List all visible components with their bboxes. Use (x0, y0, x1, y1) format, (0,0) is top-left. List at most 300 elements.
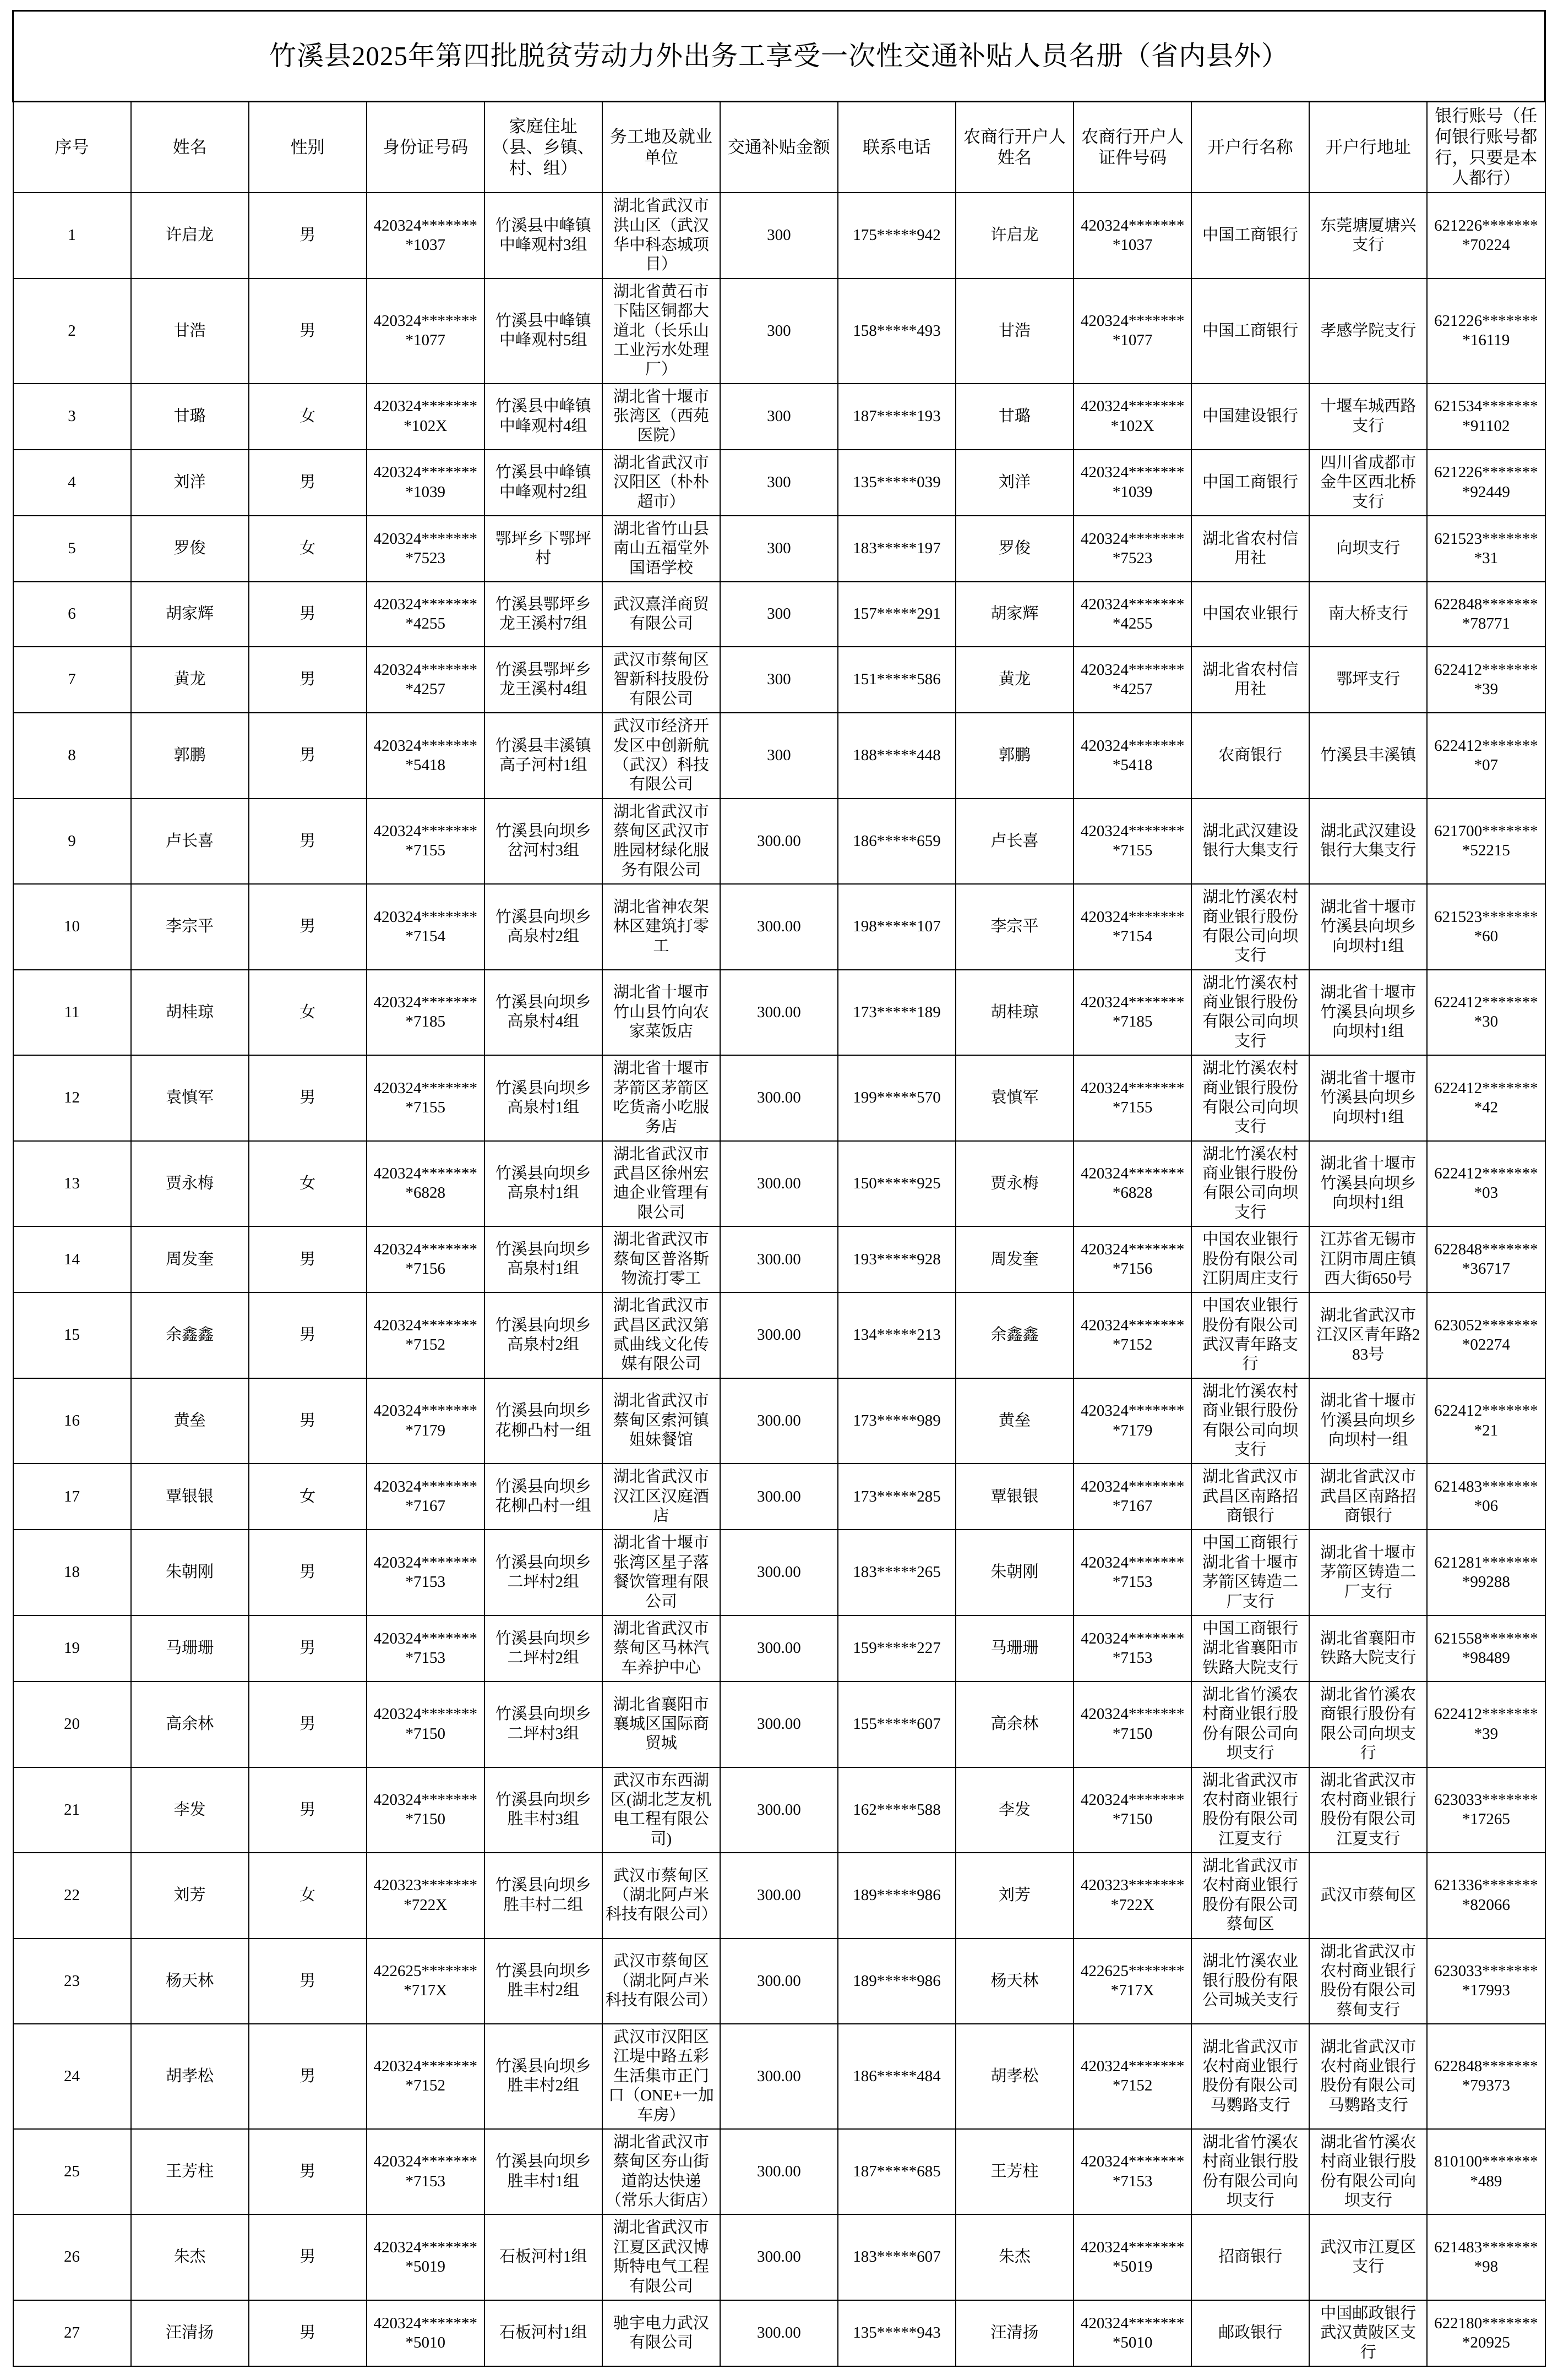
cell-account-holder: 马珊珊 (956, 1615, 1074, 1682)
cell-work-unit: 武汉市蔡甸区（湖北阿卢米科技有限公司） (602, 1939, 720, 2024)
cell-subsidy-amount: 300 (720, 713, 838, 799)
cell-bank-account: 621226********92449 (1427, 450, 1545, 516)
cell-home-address: 竹溪县向坝乡花柳凸村一组 (484, 1464, 602, 1530)
cell-bank-address: 湖北省十堰市竹溪县向坝乡向坝村1组 (1309, 970, 1427, 1056)
cell-gender: 男 (249, 450, 367, 516)
cell-holder-id: 420323********722X (1074, 1853, 1191, 1939)
cell-bank-account: 622848********78771 (1427, 582, 1545, 647)
cell-bank-name: 湖北竹溪农村商业银行股份有限公司向坝支行 (1191, 1378, 1309, 1464)
cell-id-number: 420324********5010 (367, 2300, 484, 2366)
cell-holder-id: 420324********7179 (1074, 1378, 1191, 1464)
cell-subsidy-amount: 300.00 (720, 1853, 838, 1939)
cell-bank-name: 中国工商银行湖北省襄阳市铁路大院支行 (1191, 1615, 1309, 1682)
cell-holder-id: 420324********7153 (1074, 1530, 1191, 1615)
cell-gender: 男 (249, 279, 367, 384)
cell-bank-account: 622412********30 (1427, 970, 1545, 1056)
cell-gender: 男 (249, 1767, 367, 1853)
cell-index: 4 (13, 450, 131, 516)
cell-subsidy-amount: 300.00 (720, 1141, 838, 1227)
cell-name: 罗俊 (131, 516, 249, 582)
cell-gender: 男 (249, 1055, 367, 1141)
cell-name: 黄垒 (131, 1378, 249, 1464)
cell-id-number: 420324********7153 (367, 1615, 484, 1682)
table-row (13, 1853, 1545, 1939)
cell-subsidy-amount: 300.00 (720, 1292, 838, 1378)
cell-gender: 男 (249, 1378, 367, 1464)
cell-phone: 157*****291 (838, 582, 956, 647)
cell-subsidy-amount: 300.00 (720, 2214, 838, 2300)
cell-bank-address: 湖北省武汉市农村商业银行股份有限公司蔡甸支行 (1309, 1939, 1427, 2024)
column-header-bank-account: 银行账号（任何银行账号都行，只要是本人都行） (1427, 102, 1545, 193)
cell-name: 朱朝刚 (131, 1530, 249, 1615)
column-header-index: 序号 (13, 102, 131, 193)
cell-index: 17 (13, 1464, 131, 1530)
cell-account-holder: 高余林 (956, 1682, 1074, 1767)
table-row (13, 2024, 1545, 2129)
cell-bank-account: 621523********60 (1427, 884, 1545, 970)
cell-id-number: 420324********7155 (367, 799, 484, 885)
cell-home-address: 竹溪县向坝乡二坪村2组 (484, 1615, 602, 1682)
cell-index: 1 (13, 193, 131, 279)
cell-account-holder: 汪清扬 (956, 2300, 1074, 2366)
cell-name: 朱杰 (131, 2214, 249, 2300)
cell-holder-id: 420324********7152 (1074, 1292, 1191, 1378)
table-row (13, 1939, 1545, 2024)
cell-bank-address: 鄂坪支行 (1309, 647, 1427, 713)
column-header-holder-id: 农商行开户人证件号码 (1074, 102, 1191, 193)
cell-id-number: 420324********7150 (367, 1767, 484, 1853)
cell-id-number: 420324********7523 (367, 516, 484, 582)
cell-gender: 男 (249, 2129, 367, 2215)
cell-bank-account: 622848********79373 (1427, 2024, 1545, 2129)
cell-bank-account: 622412********39 (1427, 1682, 1545, 1767)
cell-phone: 183*****197 (838, 516, 956, 582)
cell-home-address: 石板河村1组 (484, 2300, 602, 2366)
cell-phone: 173*****189 (838, 970, 956, 1056)
cell-bank-name: 湖北省武汉市武昌区南路招商银行 (1191, 1464, 1309, 1530)
cell-account-holder: 覃银银 (956, 1464, 1074, 1530)
cell-bank-name: 湖北竹溪农村商业银行股份有限公司向坝支行 (1191, 1141, 1309, 1227)
cell-index: 10 (13, 884, 131, 970)
cell-holder-id: 420324********4255 (1074, 582, 1191, 647)
cell-holder-id: 420324********7153 (1074, 1615, 1191, 1682)
cell-name: 胡家辉 (131, 582, 249, 647)
cell-index: 6 (13, 582, 131, 647)
cell-gender: 女 (249, 516, 367, 582)
cell-home-address: 竹溪县向坝乡二坪村2组 (484, 1530, 602, 1615)
cell-holder-id: 420324********7167 (1074, 1464, 1191, 1530)
cell-bank-name: 湖北省武汉市农村商业银行股份有限公司江夏支行 (1191, 1767, 1309, 1853)
cell-work-unit: 武汉市东西湖区(湖北芝友机电工程有限公司) (602, 1767, 720, 1853)
cell-name: 高余林 (131, 1682, 249, 1767)
cell-bank-account: 622180********20925 (1427, 2300, 1545, 2366)
cell-bank-account: 621523********31 (1427, 516, 1545, 582)
cell-bank-name: 湖北竹溪农村商业银行股份有限公司向坝支行 (1191, 884, 1309, 970)
cell-bank-account: 623033********17993 (1427, 1939, 1545, 2024)
cell-bank-address: 湖北省武汉市武昌区南路招商银行 (1309, 1464, 1427, 1530)
cell-account-holder: 胡孝松 (956, 2024, 1074, 2129)
cell-work-unit: 湖北省黄石市下陆区铜都大道北（长乐山工业污水处理厂） (602, 279, 720, 384)
cell-phone: 135*****943 (838, 2300, 956, 2366)
cell-name: 杨天林 (131, 1939, 249, 2024)
cell-phone: 151*****586 (838, 647, 956, 713)
cell-name: 王芳柱 (131, 2129, 249, 2215)
column-header-home-address: 家庭住址（县、乡镇、村、组） (484, 102, 602, 193)
column-header-subsidy-amount: 交通补贴金额 (720, 102, 838, 193)
cell-subsidy-amount: 300 (720, 384, 838, 450)
cell-phone: 175*****942 (838, 193, 956, 279)
cell-id-number: 420324********1077 (367, 279, 484, 384)
cell-index: 19 (13, 1615, 131, 1682)
cell-subsidy-amount: 300 (720, 279, 838, 384)
cell-account-holder: 刘芳 (956, 1853, 1074, 1939)
cell-id-number: 420324********7179 (367, 1378, 484, 1464)
cell-bank-address: 东莞塘厦塘兴支行 (1309, 193, 1427, 279)
cell-holder-id: 420324********102X (1074, 384, 1191, 450)
cell-subsidy-amount: 300.00 (720, 2129, 838, 2215)
cell-bank-address: 湖北省十堰市竹溪县向坝乡向坝村1组 (1309, 884, 1427, 970)
cell-gender: 男 (249, 713, 367, 799)
cell-name: 周发奎 (131, 1226, 249, 1292)
cell-bank-account: 621336********82066 (1427, 1853, 1545, 1939)
cell-bank-account: 621226********70224 (1427, 193, 1545, 279)
cell-bank-account: 622412********03 (1427, 1141, 1545, 1227)
cell-holder-id: 420324********1039 (1074, 450, 1191, 516)
cell-index: 21 (13, 1767, 131, 1853)
cell-bank-name: 湖北省武汉市农村商业银行股份有限公司蔡甸区 (1191, 1853, 1309, 1939)
cell-home-address: 竹溪县向坝乡花柳凸村一组 (484, 1378, 602, 1464)
table-row (13, 279, 1545, 384)
cell-phone: 159*****227 (838, 1615, 956, 1682)
cell-bank-account: 622412********42 (1427, 1055, 1545, 1141)
cell-gender: 男 (249, 1226, 367, 1292)
cell-id-number: 420324********7154 (367, 884, 484, 970)
cell-subsidy-amount: 300.00 (720, 799, 838, 885)
cell-id-number: 420324********5418 (367, 713, 484, 799)
cell-work-unit: 武汉熹洋商贸有限公司 (602, 582, 720, 647)
cell-bank-address: 竹溪县丰溪镇 (1309, 713, 1427, 799)
cell-bank-account: 621558********98489 (1427, 1615, 1545, 1682)
cell-holder-id: 420324********4257 (1074, 647, 1191, 713)
cell-bank-account: 810100********489 (1427, 2129, 1545, 2215)
cell-home-address: 竹溪县鄂坪乡龙王溪村4组 (484, 647, 602, 713)
cell-id-number: 420324********7152 (367, 2024, 484, 2129)
column-header-phone: 联系电话 (838, 102, 956, 193)
cell-holder-id: 420324********7155 (1074, 1055, 1191, 1141)
cell-phone: 186*****659 (838, 799, 956, 885)
table-row (13, 1141, 1545, 1227)
cell-index: 20 (13, 1682, 131, 1767)
cell-work-unit: 武汉市经济开发区中创新航（武汉）科技有限公司 (602, 713, 720, 799)
cell-name: 许启龙 (131, 193, 249, 279)
table-row (13, 2129, 1545, 2215)
cell-bank-account: 621534********91102 (1427, 384, 1545, 450)
cell-work-unit: 湖北省武汉市蔡甸区马林汽车养护中心 (602, 1615, 720, 1682)
cell-bank-address: 湖北省襄阳市铁路大院支行 (1309, 1615, 1427, 1682)
cell-bank-address: 湖北省十堰市竹溪县向坝乡向坝村1组 (1309, 1055, 1427, 1141)
cell-bank-address: 湖北省竹溪农村商业银行股份有限公司向坝支行 (1309, 2129, 1427, 2215)
table-row (13, 1055, 1545, 1141)
cell-id-number: 420324********1037 (367, 193, 484, 279)
cell-work-unit: 武汉市蔡甸区（湖北阿卢米科技有限公司） (602, 1853, 720, 1939)
cell-name: 覃银银 (131, 1464, 249, 1530)
cell-name: 甘浩 (131, 279, 249, 384)
cell-bank-address: 南大桥支行 (1309, 582, 1427, 647)
cell-phone: 173*****989 (838, 1378, 956, 1464)
cell-subsidy-amount: 300 (720, 647, 838, 713)
cell-work-unit: 武汉市蔡甸区智新科技股份有限公司 (602, 647, 720, 713)
cell-index: 7 (13, 647, 131, 713)
cell-account-holder: 袁慎军 (956, 1055, 1074, 1141)
cell-account-holder: 李宗平 (956, 884, 1074, 970)
cell-name: 甘璐 (131, 384, 249, 450)
column-header-gender: 性别 (249, 102, 367, 193)
cell-gender: 女 (249, 1464, 367, 1530)
cell-home-address: 石板河村1组 (484, 2214, 602, 2300)
cell-index: 2 (13, 279, 131, 384)
cell-id-number: 422625********717X (367, 1939, 484, 2024)
cell-index: 22 (13, 1853, 131, 1939)
cell-holder-id: 422625********717X (1074, 1939, 1191, 2024)
cell-holder-id: 420324********6828 (1074, 1141, 1191, 1227)
cell-name: 黄龙 (131, 647, 249, 713)
table-row (13, 384, 1545, 450)
cell-account-holder: 李发 (956, 1767, 1074, 1853)
cell-account-holder: 甘璐 (956, 384, 1074, 450)
column-header-bank-address: 开户行地址 (1309, 102, 1427, 193)
cell-bank-address: 四川省成都市金牛区西北桥支行 (1309, 450, 1427, 516)
cell-bank-name: 中国建设银行 (1191, 384, 1309, 450)
cell-holder-id: 420324********7152 (1074, 2024, 1191, 2129)
cell-subsidy-amount: 300 (720, 450, 838, 516)
cell-home-address: 竹溪县向坝乡高泉村1组 (484, 1055, 602, 1141)
cell-account-holder: 贾永梅 (956, 1141, 1074, 1227)
cell-home-address: 竹溪县向坝乡胜丰村2组 (484, 1939, 602, 2024)
page-title: 竹溪县2025年第四批脱贫劳动力外出务工享受一次性交通补贴人员名册（省内县外） (13, 11, 1545, 102)
cell-subsidy-amount: 300.00 (720, 2300, 838, 2366)
cell-account-holder: 许启龙 (956, 193, 1074, 279)
cell-bank-address: 武汉市蔡甸区 (1309, 1853, 1427, 1939)
cell-bank-account: 621483********98 (1427, 2214, 1545, 2300)
cell-id-number: 420324********6828 (367, 1141, 484, 1227)
cell-subsidy-amount: 300.00 (720, 1767, 838, 1853)
cell-home-address: 竹溪县丰溪镇高子河村1组 (484, 713, 602, 799)
cell-home-address: 竹溪县向坝乡胜丰村3组 (484, 1767, 602, 1853)
cell-phone: 158*****493 (838, 279, 956, 384)
cell-account-holder: 周发奎 (956, 1226, 1074, 1292)
cell-work-unit: 湖北省武汉市蔡甸区夯山街道韵达快递（常乐大街店） (602, 2129, 720, 2215)
cell-home-address: 竹溪县向坝乡胜丰村2组 (484, 2024, 602, 2129)
cell-home-address: 竹溪县向坝乡二坪村3组 (484, 1682, 602, 1767)
cell-work-unit: 湖北省十堰市张湾区星子落餐饮管理有限公司 (602, 1530, 720, 1615)
cell-holder-id: 420324********1077 (1074, 279, 1191, 384)
cell-account-holder: 黄垒 (956, 1378, 1074, 1464)
cell-gender: 男 (249, 1292, 367, 1378)
cell-bank-address: 湖北省武汉市农村商业银行股份有限公司江夏支行 (1309, 1767, 1427, 1853)
cell-work-unit: 湖北省武汉市武昌区徐州宏迪企业管理有限公司 (602, 1141, 720, 1227)
column-header-work-unit: 务工地及就业单位 (602, 102, 720, 193)
cell-index: 8 (13, 713, 131, 799)
cell-gender: 男 (249, 884, 367, 970)
cell-phone: 134*****213 (838, 1292, 956, 1378)
cell-index: 14 (13, 1226, 131, 1292)
cell-name: 刘洋 (131, 450, 249, 516)
cell-work-unit: 湖北省武汉市洪山区（武汉华中科态城项目） (602, 193, 720, 279)
cell-work-unit: 湖北省武汉市蔡甸区武汉市胜园材绿化服务有限公司 (602, 799, 720, 885)
cell-bank-address: 湖北省十堰市茅箭区铸造二厂支行 (1309, 1530, 1427, 1615)
table-row (13, 2300, 1545, 2366)
cell-home-address: 竹溪县向坝乡高泉村2组 (484, 1292, 602, 1378)
cell-work-unit: 武汉市汉阳区江堤中路五彩生活集市正门口（ONE+一加车房） (602, 2024, 720, 2129)
cell-phone: 155*****607 (838, 1682, 956, 1767)
cell-phone: 193*****928 (838, 1226, 956, 1292)
cell-home-address: 竹溪县中峰镇中峰观村4组 (484, 384, 602, 450)
table-row (13, 970, 1545, 1056)
table-row (13, 647, 1545, 713)
cell-home-address: 竹溪县向坝乡岔河村3组 (484, 799, 602, 885)
column-header-bank-name: 开户行名称 (1191, 102, 1309, 193)
table-row (13, 1682, 1545, 1767)
cell-subsidy-amount: 300.00 (720, 1682, 838, 1767)
table-row (13, 1464, 1545, 1530)
cell-holder-id: 420324********7155 (1074, 799, 1191, 885)
cell-holder-id: 420324********7150 (1074, 1767, 1191, 1853)
cell-account-holder: 胡桂琼 (956, 970, 1074, 1056)
cell-subsidy-amount: 300 (720, 193, 838, 279)
cell-subsidy-amount: 300.00 (720, 2024, 838, 2129)
cell-account-holder: 朱朝刚 (956, 1530, 1074, 1615)
table-row (13, 2214, 1545, 2300)
cell-home-address: 竹溪县向坝乡高泉村4组 (484, 970, 602, 1056)
cell-gender: 男 (249, 582, 367, 647)
table-row (13, 1530, 1545, 1615)
cell-bank-account: 621281********99288 (1427, 1530, 1545, 1615)
cell-gender: 男 (249, 2214, 367, 2300)
cell-name: 胡孝松 (131, 2024, 249, 2129)
cell-index: 24 (13, 2024, 131, 2129)
cell-bank-account: 622412********07 (1427, 713, 1545, 799)
cell-bank-name: 中国农业银行股份有限公司江阴周庄支行 (1191, 1226, 1309, 1292)
cell-index: 18 (13, 1530, 131, 1615)
cell-phone: 173*****285 (838, 1464, 956, 1530)
cell-home-address: 竹溪县向坝乡高泉村1组 (484, 1226, 602, 1292)
cell-holder-id: 420324********7185 (1074, 970, 1191, 1056)
cell-bank-account: 621226********16119 (1427, 279, 1545, 384)
cell-phone: 162*****588 (838, 1767, 956, 1853)
cell-id-number: 420324********7185 (367, 970, 484, 1056)
cell-bank-address: 江苏省无锡市江阴市周庄镇西大街650号 (1309, 1226, 1427, 1292)
cell-home-address: 竹溪县中峰镇中峰观村3组 (484, 193, 602, 279)
cell-id-number: 420324********7155 (367, 1055, 484, 1141)
cell-account-holder: 朱杰 (956, 2214, 1074, 2300)
cell-bank-name: 中国工商银行 (1191, 193, 1309, 279)
cell-work-unit: 湖北省十堰市竹山县竹向农家菜饭店 (602, 970, 720, 1056)
column-header-id-number: 身份证号码 (367, 102, 484, 193)
cell-gender: 男 (249, 2024, 367, 2129)
cell-bank-account: 621483********06 (1427, 1464, 1545, 1530)
cell-index: 12 (13, 1055, 131, 1141)
cell-holder-id: 420324********5418 (1074, 713, 1191, 799)
cell-holder-id: 420324********5019 (1074, 2214, 1191, 2300)
cell-bank-name: 中国工商银行 (1191, 450, 1309, 516)
cell-bank-name: 中国工商银行湖北省十堰市茅箭区铸造二厂支行 (1191, 1530, 1309, 1615)
table-row (13, 582, 1545, 647)
cell-account-holder: 王芳柱 (956, 2129, 1074, 2215)
cell-gender: 男 (249, 799, 367, 885)
table-row (13, 713, 1545, 799)
cell-subsidy-amount: 300.00 (720, 1530, 838, 1615)
cell-subsidy-amount: 300.00 (720, 1226, 838, 1292)
cell-index: 25 (13, 2129, 131, 2215)
cell-gender: 女 (249, 1853, 367, 1939)
table-row (13, 1767, 1545, 1853)
cell-holder-id: 420324********5010 (1074, 2300, 1191, 2366)
cell-index: 26 (13, 2214, 131, 2300)
table-row (13, 193, 1545, 279)
cell-index: 15 (13, 1292, 131, 1378)
cell-holder-id: 420324********7156 (1074, 1226, 1191, 1292)
cell-bank-account: 622848********36717 (1427, 1226, 1545, 1292)
cell-account-holder: 刘洋 (956, 450, 1074, 516)
cell-bank-account: 623033********17265 (1427, 1767, 1545, 1853)
cell-name: 郭鹏 (131, 713, 249, 799)
cell-subsidy-amount: 300.00 (720, 1464, 838, 1530)
table-row (13, 1226, 1545, 1292)
cell-bank-name: 湖北省农村信用社 (1191, 516, 1309, 582)
cell-name: 李宗平 (131, 884, 249, 970)
cell-index: 11 (13, 970, 131, 1056)
cell-home-address: 竹溪县向坝乡胜丰村1组 (484, 2129, 602, 2215)
cell-holder-id: 420324********7150 (1074, 1682, 1191, 1767)
cell-work-unit: 驰宇电力武汉有限公司 (602, 2300, 720, 2366)
cell-phone: 183*****265 (838, 1530, 956, 1615)
cell-home-address: 竹溪县向坝乡高泉村2组 (484, 884, 602, 970)
cell-phone: 188*****448 (838, 713, 956, 799)
column-header-name: 姓名 (131, 102, 249, 193)
cell-index: 3 (13, 384, 131, 450)
cell-name: 马珊珊 (131, 1615, 249, 1682)
cell-name: 卢长喜 (131, 799, 249, 885)
table-row (13, 450, 1545, 516)
cell-id-number: 420324********7150 (367, 1682, 484, 1767)
cell-account-holder: 余鑫鑫 (956, 1292, 1074, 1378)
cell-gender: 男 (249, 647, 367, 713)
cell-work-unit: 湖北省武汉市汉江区汉庭酒店 (602, 1464, 720, 1530)
column-header-account-holder: 农商行开户人姓名 (956, 102, 1074, 193)
cell-subsidy-amount: 300.00 (720, 970, 838, 1056)
cell-account-holder: 杨天林 (956, 1939, 1074, 2024)
cell-work-unit: 湖北省神农架林区建筑打零工 (602, 884, 720, 970)
cell-bank-name: 中国农业银行股份有限公司武汉青年路支行 (1191, 1292, 1309, 1378)
cell-phone: 187*****193 (838, 384, 956, 450)
cell-subsidy-amount: 300 (720, 582, 838, 647)
cell-holder-id: 420324********7523 (1074, 516, 1191, 582)
cell-home-address: 竹溪县中峰镇中峰观村5组 (484, 279, 602, 384)
cell-bank-account: 621700********52215 (1427, 799, 1545, 885)
cell-home-address: 鄂坪乡下鄂坪村 (484, 516, 602, 582)
cell-gender: 女 (249, 384, 367, 450)
cell-gender: 男 (249, 193, 367, 279)
cell-phone: 187*****685 (838, 2129, 956, 2215)
cell-subsidy-amount: 300.00 (720, 1615, 838, 1682)
cell-phone: 150*****925 (838, 1141, 956, 1227)
cell-home-address: 竹溪县中峰镇中峰观村2组 (484, 450, 602, 516)
cell-id-number: 420324********7167 (367, 1464, 484, 1530)
cell-gender: 男 (249, 2300, 367, 2366)
cell-bank-name: 湖北竹溪农村商业银行股份有限公司向坝支行 (1191, 970, 1309, 1056)
cell-work-unit: 湖北省武汉市蔡甸区普洛斯物流打零工 (602, 1226, 720, 1292)
cell-bank-address: 湖北省十堰市竹溪县向坝乡向坝村一组 (1309, 1378, 1427, 1464)
